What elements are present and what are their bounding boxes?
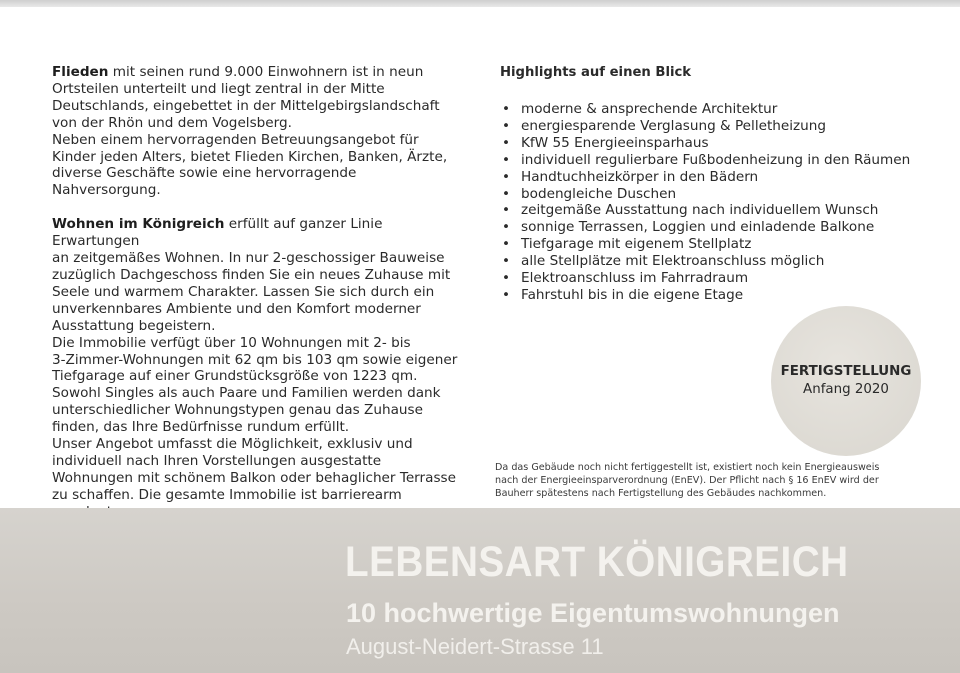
paragraph-wohnen-lead: Wohnen im Königreich: [52, 216, 225, 233]
banner-address: August-Neidert-Strasse 11: [346, 634, 604, 659]
highlight-item: [500, 270, 920, 287]
bullet-icon: •: [502, 202, 511, 219]
highlight-item: [500, 253, 920, 270]
highlight-text: Handtuchheizkörper in den Bädern: [521, 168, 759, 185]
text-line: zuzüglich Dachgeschoss finden Sie ein neues Zuhause mit: [52, 266, 451, 283]
text-line: unverkennbares Ambiente und den Komfort moderner: [52, 300, 421, 317]
bullet-icon: •: [502, 101, 511, 117]
bullet-icon: •: [502, 151, 511, 168]
text-line: Die Immobilie verfügt über 10 Wohnungen mit 2- bis: [52, 334, 411, 351]
text-line: Neben einem hervorragenden Betreuungsangebot für: [52, 131, 419, 148]
bullet-icon: •: [502, 168, 511, 185]
highlight-text: Elektroanschluss im Fahrradraum: [521, 270, 749, 287]
bullet-icon: •: [502, 253, 511, 270]
text-line: diverse Geschäfte sowie eine hervorragende Nahversorgung.: [52, 165, 357, 199]
text-line: mit seinen rund 9.000 Einwohnern ist in neun: [108, 64, 424, 80]
text-line: Seele und warmem Charakter. Lassen Sie sich durch ein: [52, 283, 435, 300]
highlight-item: [500, 101, 920, 118]
text-line: 3-Zimmer-Wohnungen mit 62 qm bis 103 qm sowie eigener: [52, 351, 458, 368]
completion-label: FERTIGSTELLUNG: [780, 364, 912, 379]
text-line: erfüllt auf ganzer Linie Erwartungen: [52, 216, 383, 250]
text-line: Sowohl Singles als auch Paare und Familien werden dank: [52, 385, 441, 402]
paragraph-flieden-lead: Flieden: [52, 64, 109, 80]
highlight-item: [500, 152, 920, 169]
highlight-text: alle Stellplätze mit Elektroanschluss möglich: [521, 253, 825, 270]
text-line: unterschiedlicher Wohnungstypen genau das Zuhause: [52, 402, 423, 419]
highlight-item: [500, 287, 920, 304]
highlight-item: [500, 202, 920, 219]
bullet-icon: •: [502, 236, 511, 253]
bullet-icon: •: [502, 219, 511, 236]
paragraph-flieden: [52, 64, 462, 199]
text-line: Tiefgarage auf einer Grundstücksgröße von 1223 qm.: [52, 368, 418, 385]
note-line: nach der Energieeinsparverordnung (EnEV). Der Pflicht nach § 16 EnEV wird der: [495, 475, 879, 486]
highlight-text: individuell regulierbare Fußbodenheizung in den Räumen: [521, 151, 911, 168]
bullet-icon: •: [502, 286, 511, 303]
completion-badge: [771, 306, 921, 456]
banner-title: LEBENSART KÖNIGREICH: [345, 538, 849, 586]
text-line: Deutschlands, eingebettet in der Mittelgebirgslandschaft: [52, 97, 440, 114]
highlight-text: sonnige Terrassen, Loggien und einladende Balkone: [521, 219, 875, 236]
highlight-text: Fahrstuhl bis in die eigene Etage: [521, 286, 744, 303]
text-line: zu schaffen. Die gesamte Immobilie ist barrierearm: [52, 486, 402, 503]
paragraph-wohnen: [52, 216, 462, 537]
note-line: Bauherr spätestens nach Fertigstellung des Gebäudes nachkommen.: [495, 488, 827, 499]
highlight-item: [500, 219, 920, 236]
highlight-item: [500, 118, 920, 135]
text-line: Wohnungen mit schönem Balkon oder behaglicher Terrasse: [52, 469, 456, 486]
banner-subtitle: 10 hochwertige Eigentumswohnungen: [346, 598, 840, 628]
highlight-item: [500, 186, 920, 203]
text-line: finden, das Ihre Bedürfnisse rundum erfüllt.: [52, 419, 350, 436]
note-line: Da das Gebäude noch nicht fertiggestellt ist, existiert noch kein Energieausweis: [495, 462, 880, 473]
highlight-text: Tiefgarage mit eigenem Stellplatz: [521, 236, 752, 253]
text-line: individuell nach Ihren Vorstellungen ausgestatte: [52, 452, 382, 469]
energy-certificate-note: [495, 461, 915, 500]
highlight-item: [500, 236, 920, 253]
top-edge-strip: [0, 0, 960, 7]
highlight-text: energiesparende Verglasung & Pelletheizung: [521, 117, 827, 134]
text-line: Unser Angebot umfasst die Möglichkeit, exklusiv und: [52, 436, 413, 453]
highlights-section: [500, 64, 920, 304]
bullet-icon: •: [502, 117, 511, 134]
text-line: Ausstattung begeistern.: [52, 317, 216, 334]
text-line: Ortsteilen unterteilt und liegt zentral in der Mitte: [52, 80, 385, 97]
highlight-text: KfW 55 Energieeinsparhaus: [521, 134, 709, 151]
highlights-list: [500, 101, 920, 304]
completion-date: Anfang 2020: [803, 382, 889, 397]
highlight-item: [500, 135, 920, 152]
text-line: an zeitgemäßes Wohnen. In nur 2-geschossiger Bauweise: [52, 250, 445, 267]
highlight-item: [500, 169, 920, 186]
highlight-text: zeitgemäße Ausstattung nach individuellem Wunsch: [521, 202, 879, 219]
highlight-text: bodengleiche Duschen: [521, 185, 677, 202]
bullet-icon: •: [502, 185, 511, 202]
bullet-icon: •: [502, 270, 511, 287]
highlight-text: moderne & ansprechende Architektur: [521, 101, 778, 117]
bullet-icon: •: [502, 134, 511, 151]
highlights-title: Highlights auf einen Blick: [500, 65, 692, 80]
text-line: Kinder jeden Alters, bietet Flieden Kirchen, Banken, Ärzte,: [52, 148, 448, 165]
description-column: [52, 64, 462, 537]
text-line: von der Rhön und dem Vogelsberg.: [52, 114, 292, 131]
